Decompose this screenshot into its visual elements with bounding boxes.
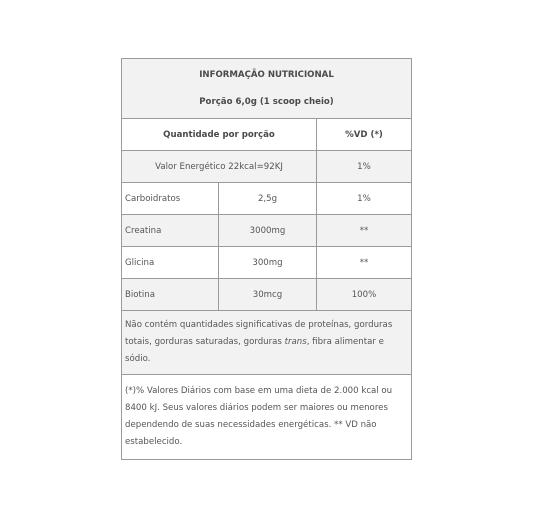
nutrient-amount: 30mcg [219, 279, 317, 310]
nutrient-name: Creatina [122, 215, 219, 246]
table-row [122, 247, 411, 279]
nutrient-amount: 2,5g [219, 183, 317, 214]
note-text: , fibra alimentar e sódio. [125, 337, 384, 364]
energy-label: Valor Energético 22kcal=92KJ [122, 151, 317, 182]
table-title: INFORMAÇÃO NUTRICIONAL [199, 70, 334, 80]
column-header-quantity: Quantidade por porção [122, 119, 317, 150]
note-text: (*)% Valores Diários com base em uma dieta de 2.000 kcal ou 8400 kJ. Seus valores diários podem ser maiores ou menores dependendo de suas necessidades energéticas. ** VD não estabelecido. [125, 386, 393, 447]
table-row [122, 183, 411, 215]
note-text-italic: trans [284, 337, 307, 347]
daily-values-note [122, 375, 411, 459]
table-row [122, 279, 411, 311]
nutrition-facts-table [121, 58, 412, 460]
table-header [122, 59, 411, 119]
table-row-energy [122, 151, 411, 183]
nutrient-amount: 300mg [219, 247, 317, 278]
nutrient-vd: ** [359, 225, 369, 236]
note-text: Não contém quantidades significativas de proteínas, gorduras totais, gorduras saturadas, gorduras [125, 320, 393, 347]
nutrient-name: Glicina [122, 247, 219, 278]
column-headers [122, 119, 411, 151]
column-header-vd: %VD (*) [345, 129, 383, 140]
nutrient-vd: 100% [351, 289, 377, 300]
not-significant-note [122, 311, 411, 375]
nutrient-amount: 3000mg [219, 215, 317, 246]
table-row [122, 215, 411, 247]
portion-size: Porção 6,0g (1 scoop cheio) [199, 97, 334, 107]
energy-vd: 1% [357, 161, 371, 172]
nutrient-name: Biotina [122, 279, 219, 310]
nutrient-name: Carboidratos [122, 183, 219, 214]
nutrient-vd: 1% [357, 193, 371, 204]
nutrient-vd: ** [359, 257, 369, 268]
